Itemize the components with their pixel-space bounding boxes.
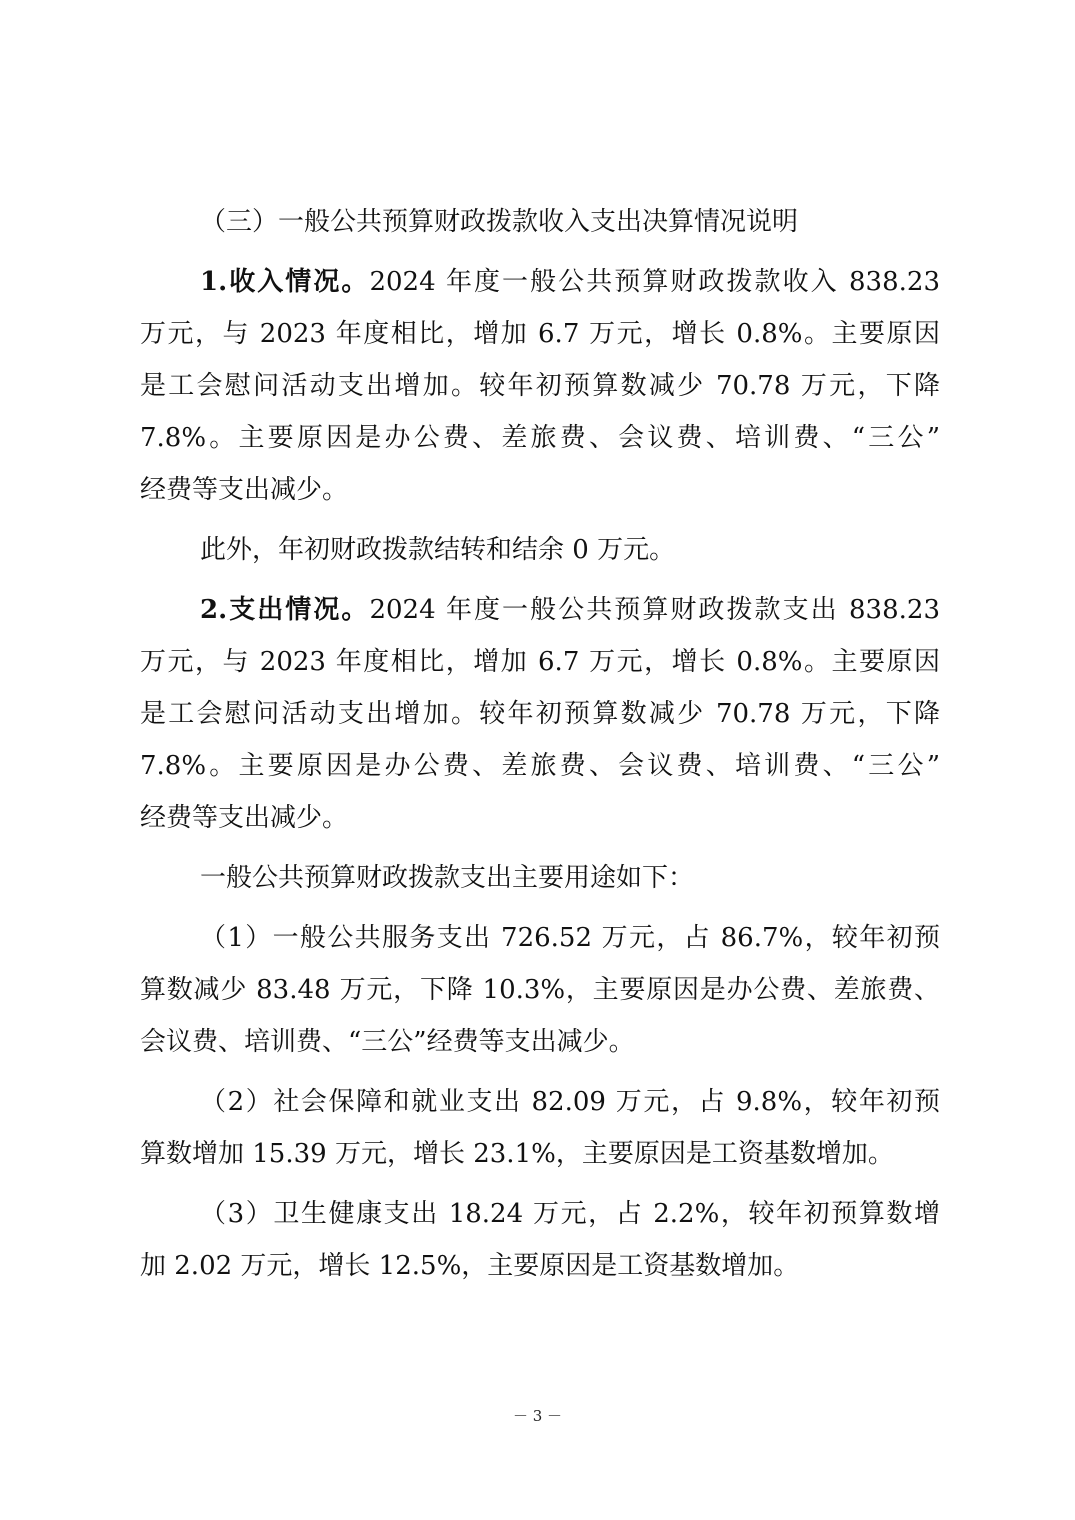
spacer (140, 576, 940, 584)
expense-line-1 (140, 584, 940, 636)
uses-intro: 一般公共预算财政拨款支出主要用途如下： (200, 863, 695, 893)
item-3-line-1: （3）卫生健康支出 18.24 万元，占 2.2%，较年初预算数增 (200, 1199, 940, 1229)
expense-line-4: 7.8%。主要原因是办公费、差旅费、会议费、培训费、“三公” (140, 751, 940, 781)
section-heading: （三）一般公共预算财政拨款收入支出决算情况说明 (200, 207, 799, 237)
spacer (140, 516, 940, 524)
item-3-line-2: 加 2.02 万元，增长 12.5%，主要原因是工资基数增加。 (140, 1251, 800, 1281)
income-line-2: 万元，与 2023 年度相比，增加 6.7 万元，增长 0.8%。主要原因 (140, 319, 940, 349)
spacer (140, 248, 940, 256)
income-line-5: 经费等支出减少。 (140, 475, 349, 505)
expense-line-3: 是工会慰问活动支出增加。较年初预算数减少 70.78 万元，下降 (140, 699, 940, 729)
income-extra: 此外，年初财政拨款结转和结余 0 万元。 (200, 535, 676, 565)
item-2-line-1: （2）社会保障和就业支出 82.09 万元，占 9.8%，较年初预 (200, 1087, 940, 1117)
income-line-3: 是工会慰问活动支出增加。较年初预算数减少 70.78 万元，下降 (140, 371, 940, 401)
income-line-4: 7.8%。主要原因是办公费、差旅费、会议费、培训费、“三公” (140, 423, 940, 453)
income-label: 1.收入情况。 (200, 267, 370, 297)
expense-line-2: 万元，与 2023 年度相比，增加 6.7 万元，增长 0.8%。主要原因 (140, 647, 940, 677)
spacer (140, 844, 940, 852)
income-text: 2024 年度一般公共预算财政拨款收入 838.23 (369, 267, 940, 297)
item-1-line-1: （1）一般公共服务支出 726.52 万元，占 86.7%，较年初预 (200, 923, 940, 953)
spacer (140, 1180, 940, 1188)
item-1-line-2: 算数减少 83.48 万元，下降 10.3%，主要原因是办公费、差旅费、 (140, 975, 940, 1005)
page-number: － 3 － (512, 1407, 563, 1425)
spacer (140, 1068, 940, 1076)
item-1-line-3: 会议费、培训费、“三公”经费等支出减少。 (140, 1027, 635, 1057)
spacer (140, 904, 940, 912)
expense-label: 2.支出情况。 (200, 595, 370, 625)
income-line-1 (140, 256, 940, 308)
item-2-line-2: 算数增加 15.39 万元，增长 23.1%，主要原因是工资基数增加。 (140, 1139, 894, 1169)
expense-line-5: 经费等支出减少。 (140, 803, 349, 833)
expense-text: 2024 年度一般公共预算财政拨款支出 838.23 (369, 595, 940, 625)
document-page (140, 196, 940, 1292)
